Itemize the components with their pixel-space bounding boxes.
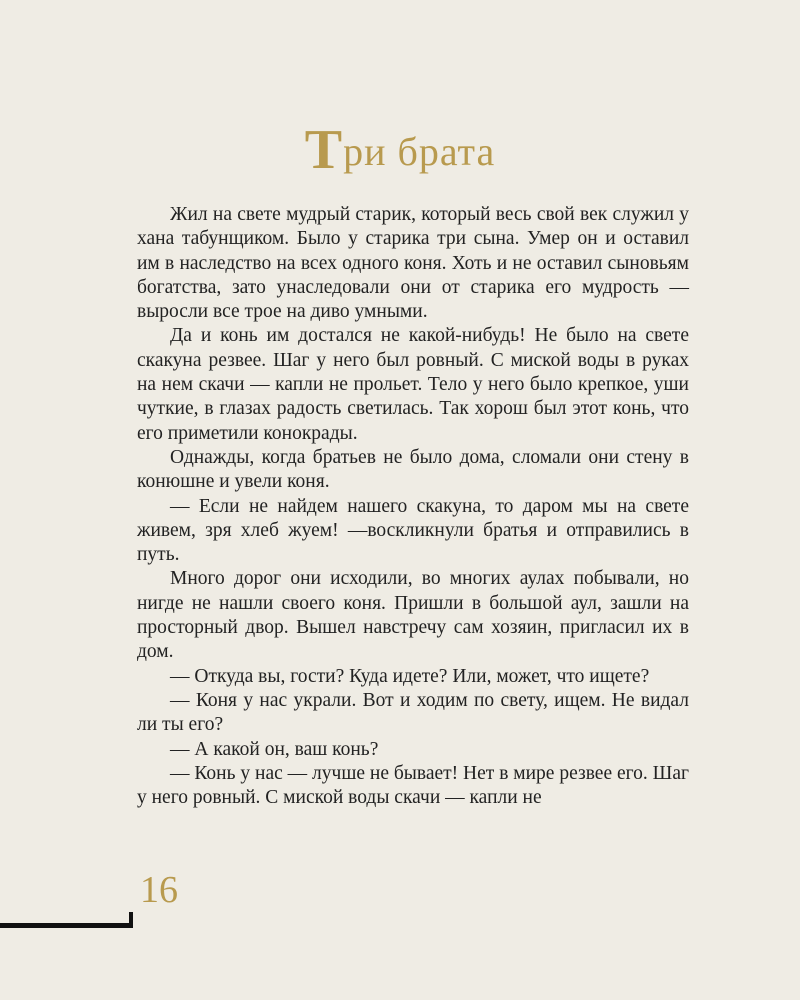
paragraph: Однажды, когда братьев не было дома, сломали они стену в конюшне и увели коня. bbox=[137, 446, 689, 493]
dialogue-line: — Коня у нас украли. Вот и ходим по свету, ищем. Не видал ли ты его? bbox=[137, 689, 689, 736]
decorative-rule-tick bbox=[129, 912, 133, 928]
title-initial: Т bbox=[304, 119, 344, 181]
decorative-rule bbox=[0, 923, 133, 928]
title-rest: ри брата bbox=[343, 129, 496, 174]
dialogue-line: — А какой он, ваш конь? bbox=[170, 738, 379, 760]
dialogue-line: — Откуда вы, гости? Куда идете? Или, может, что ищете? bbox=[170, 665, 650, 687]
paragraph: Да и конь им достался не какой-нибудь! Не было на свете скакуна резвее. Шаг у него был ровный. С миской воды в руках на нем скачи — капли не прольет. Тело у него было крепкое, уши чуткие, в глазах радость светилась. Так хорош был этот конь, что его приметили конокрады. bbox=[137, 325, 689, 444]
paragraph: Много дорог они исходили, во многих аулах побывали, но нигде не нашли своего коня. Пришли в большой аул, зашли на просторный двор. Вышел навстречу сам хозяин, пригласил их в дом. bbox=[137, 568, 689, 663]
chapter-title bbox=[0, 118, 800, 182]
body-text bbox=[137, 203, 689, 810]
dialogue-line: — Конь у нас — лучше не бывает! Нет в мире резвее его. Шаг у него ровный. С миской воды скачи — капли не bbox=[137, 762, 689, 809]
paragraph: Жил на свете мудрый старик, который весь свой век служил у хана табунщиком. Было у старика три сына. Умер он и оставил им в наследство на всех одного коня. Хоть и не оставил сыновьям богатства, зато унаследовали они от старика его мудрость — выросли все трое на диво умными. bbox=[137, 204, 689, 323]
page-number: 16 bbox=[140, 869, 178, 911]
dialogue-line: — Если не найдем нашего скакуна, то даром мы на свете живем, зря хлеб жуем! —воскликнули братья и отправились в путь. bbox=[137, 495, 689, 566]
